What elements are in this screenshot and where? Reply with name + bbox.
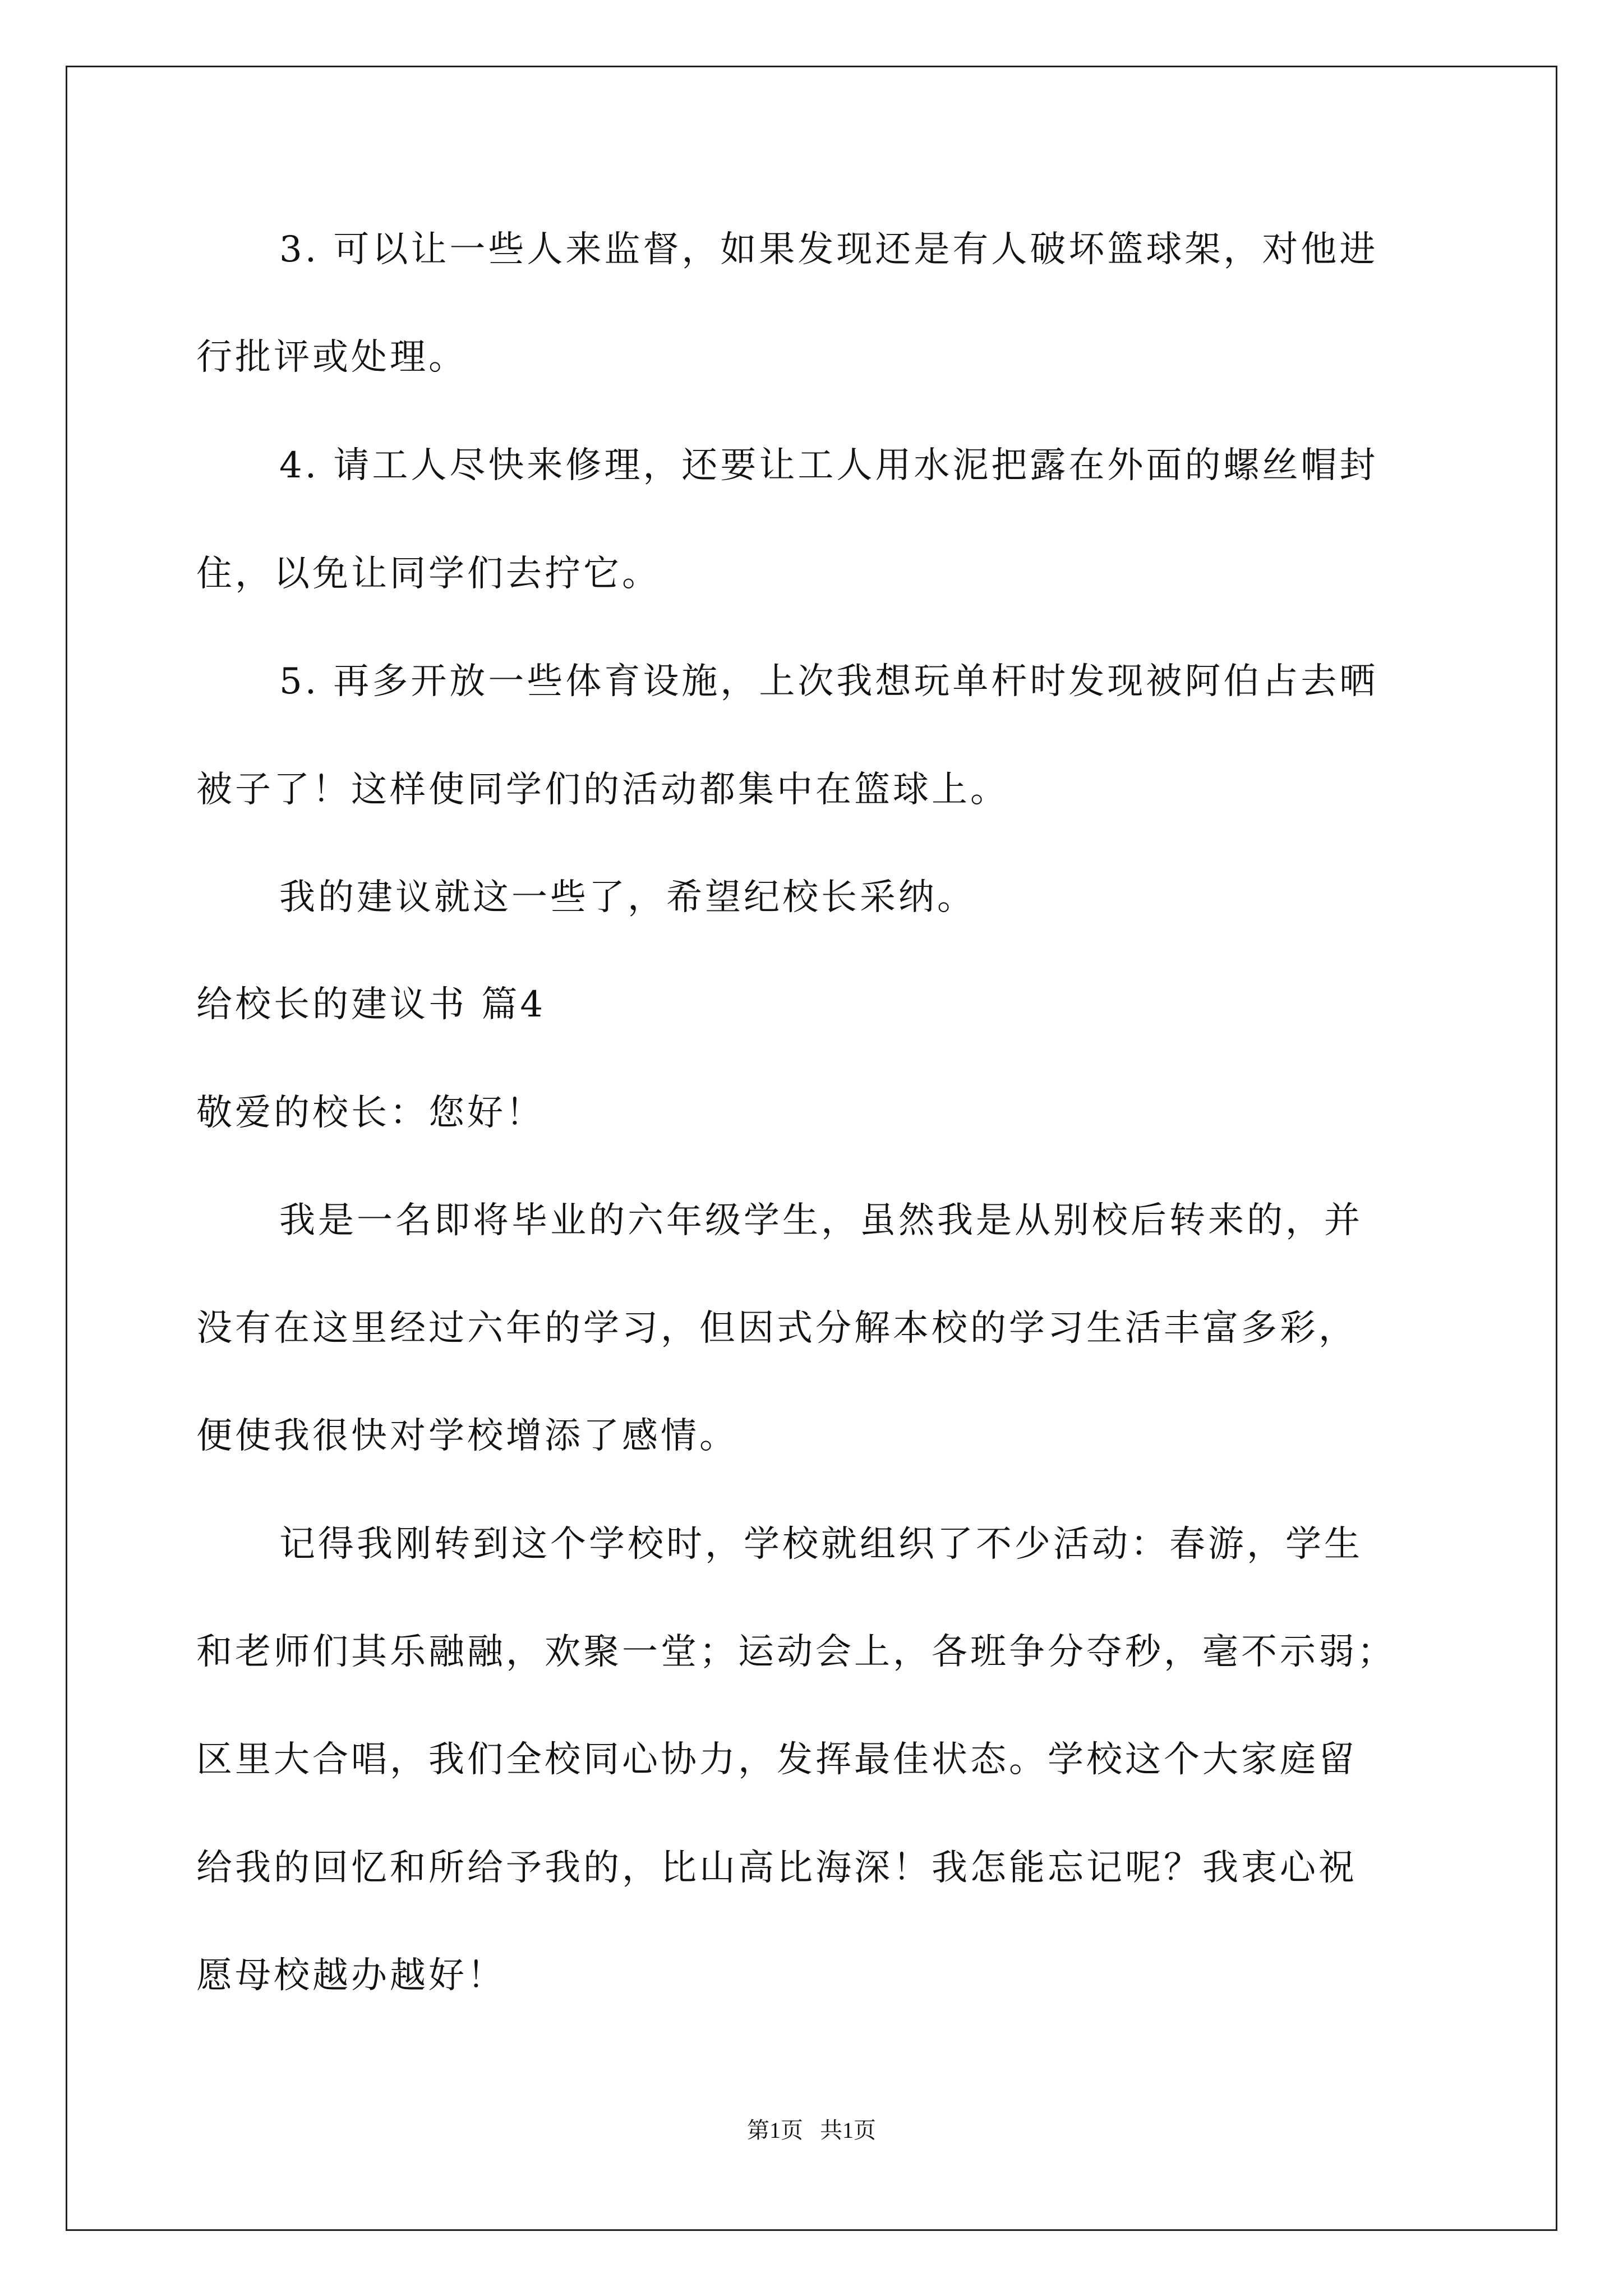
page-footer: 第1页 共1页	[747, 2118, 876, 2143]
paragraph-line-9: 没有在这里经过六年的学习，但因式分解本校的学习生活丰富多彩，	[196, 1308, 1357, 1349]
paragraph-line-3: 4. 请工人尽快来修理，还要让工人用水泥把露在外面的螺丝帽封	[279, 445, 1378, 486]
paragraph-line-4: 住，以免让同学们去拧它。	[196, 553, 661, 595]
paragraph-line-13: 区里大合唱，我们全校同心协力，发挥最佳状态。学校这个大家庭留	[196, 1739, 1357, 1780]
paragraph-line-2: 行批评或处理。	[196, 337, 467, 378]
paragraph-line-8: 我是一名即将毕业的六年级学生，虽然我是从别校后转来的，并	[279, 1200, 1363, 1241]
section-heading: 给校长的建议书 篇4	[196, 984, 546, 1025]
paragraph-line-15: 愿母校越办越好！	[196, 1955, 506, 1996]
paragraph-line-11: 记得我刚转到这个学校时，学校就组织了不少活动：春游，学生	[279, 1524, 1363, 1565]
paragraph-line-10: 便使我很快对学校增添了感情。	[196, 1415, 738, 1457]
paragraph-line-14: 给我的回忆和所给予我的，比山高比海深！我怎能忘记呢？我衷心祝	[196, 1847, 1357, 1889]
paragraph-line-5: 5. 再多开放一些体育设施，上次我想玩单杆时发现被阿伯占去晒	[279, 661, 1378, 702]
paragraph-line-6: 被子了！这样使同学们的活动都集中在篮球上。	[196, 769, 1009, 811]
paragraph-line-1: 3. 可以让一些人来监督，如果发现还是有人破坏篮球架，对他进	[279, 229, 1378, 270]
paragraph-line-12: 和老师们其乐融融，欢聚一堂；运动会上，各班争分夺秒，毫不示弱；	[196, 1631, 1396, 1673]
salutation: 敬爱的校长：您好！	[196, 1092, 545, 1134]
paragraph-line-7: 我的建议就这一些了，希望纪校长采纳。	[279, 877, 976, 918]
page-border	[66, 66, 1557, 2231]
